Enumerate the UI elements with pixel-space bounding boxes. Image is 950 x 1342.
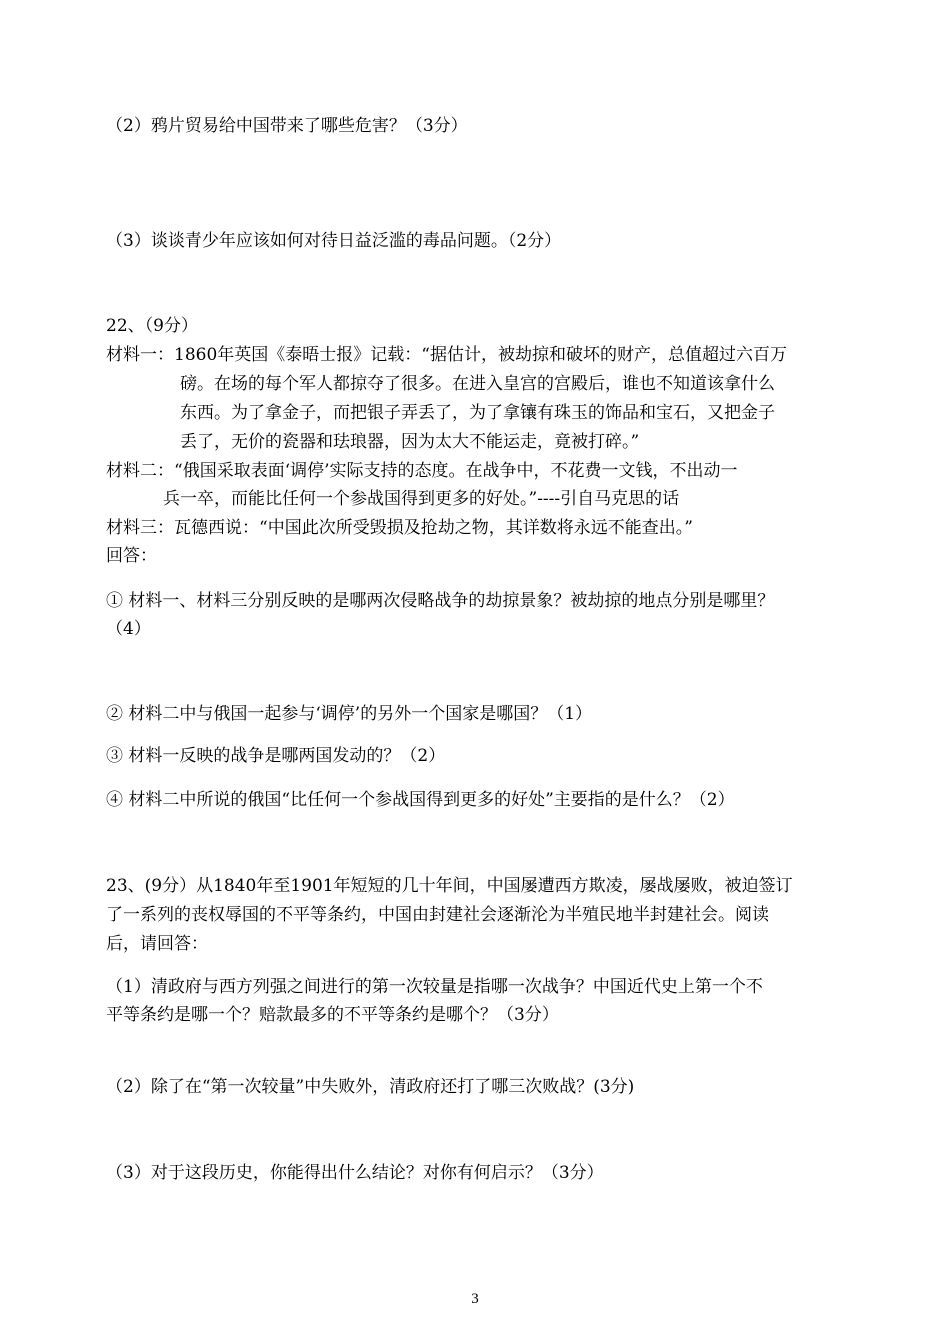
q23-intro-line3: 后，请回答：: [106, 934, 208, 954]
q21-sub3: （3）谈谈青少年应该如何对待日益泛滥的毒品问题。（2分）: [106, 231, 562, 251]
q22-question3: ③ 材料一反映的战争是哪两国发动的？（2）: [106, 746, 446, 766]
q22-material1-line1: 材料一：1860年英国《泰晤士报》记载：“据估计，被劫掠和破坏的财产，总值超过六百万: [106, 345, 787, 365]
q22-question1-line2: （4）: [106, 619, 151, 639]
q21-sub2: （2）鸦片贸易给中国带来了哪些危害？（3分）: [106, 116, 468, 136]
q22-question1-line1: ① 材料一、材料三分别反映的是哪两次侵略战争的劫掠景象？被劫掠的地点分别是哪里？: [106, 591, 775, 611]
q22-answer-label: 回答：: [106, 546, 157, 566]
q23-sub3: （3）对于这段历史，你能得出什么结论？对你有何启示？（3分）: [106, 1163, 604, 1183]
q23-sub2: （2）除了在“第一次较量”中失败外，清政府还打了哪三次败战？(3分): [106, 1077, 635, 1097]
q22-material1-line3: 东西。为了拿金子，而把银子弄丢了，为了拿镶有珠玉的饰品和宝石，又把金子: [180, 403, 775, 423]
q23-intro-line2: 了一系列的丧权辱国的不平等条约，中国由封建社会逐渐沦为半殖民地半封建社会。阅读: [106, 905, 769, 925]
q22-material3: 材料三：瓦德西说：“中国此次所受毁损及抢劫之物，其详数将永远不能查出。”: [106, 518, 693, 538]
q22-question2: ② 材料二中与俄国一起参与‘调停’的另外一个国家是哪国？（1）: [106, 704, 593, 724]
q22-question4: ④ 材料二中所说的俄国“比任何一个参战国得到更多的好处”主要指的是什么？（2）: [106, 790, 735, 810]
q22-material1-line4: 丢了，无价的瓷器和珐琅器，因为太大不能运走，竟被打碎。”: [180, 432, 640, 452]
q22-heading: 22、（9分）: [106, 316, 198, 336]
q22-material1-line2: 磅。在场的每个军人都掠夺了很多。在进入皇宫的宫殿后，谁也不知道该拿什么: [180, 374, 775, 394]
q22-material2-line2: 兵一卒，而能比任何一个参战国得到更多的好处。”----引自马克思的话: [163, 489, 680, 509]
q23-sub1-line1: （1）清政府与西方列强之间进行的第一次较量是指哪一次战争？中国近代史上第一个不: [106, 977, 763, 997]
q23-sub1-line2: 平等条约是哪一个？赔款最多的不平等条约是哪个？（3分）: [106, 1005, 559, 1025]
q22-material2-line1: 材料二：“俄国采取表面‘调停’实际支持的态度。在战争中，不花费一文钱，不出动一: [106, 461, 738, 481]
page-number: 3: [471, 1291, 479, 1307]
q23-intro-line1: 23、(9分）从1840年至1901年短短的几十年间，中国屡遭西方欺凌，屡战屡败，被迫签订: [106, 876, 793, 896]
